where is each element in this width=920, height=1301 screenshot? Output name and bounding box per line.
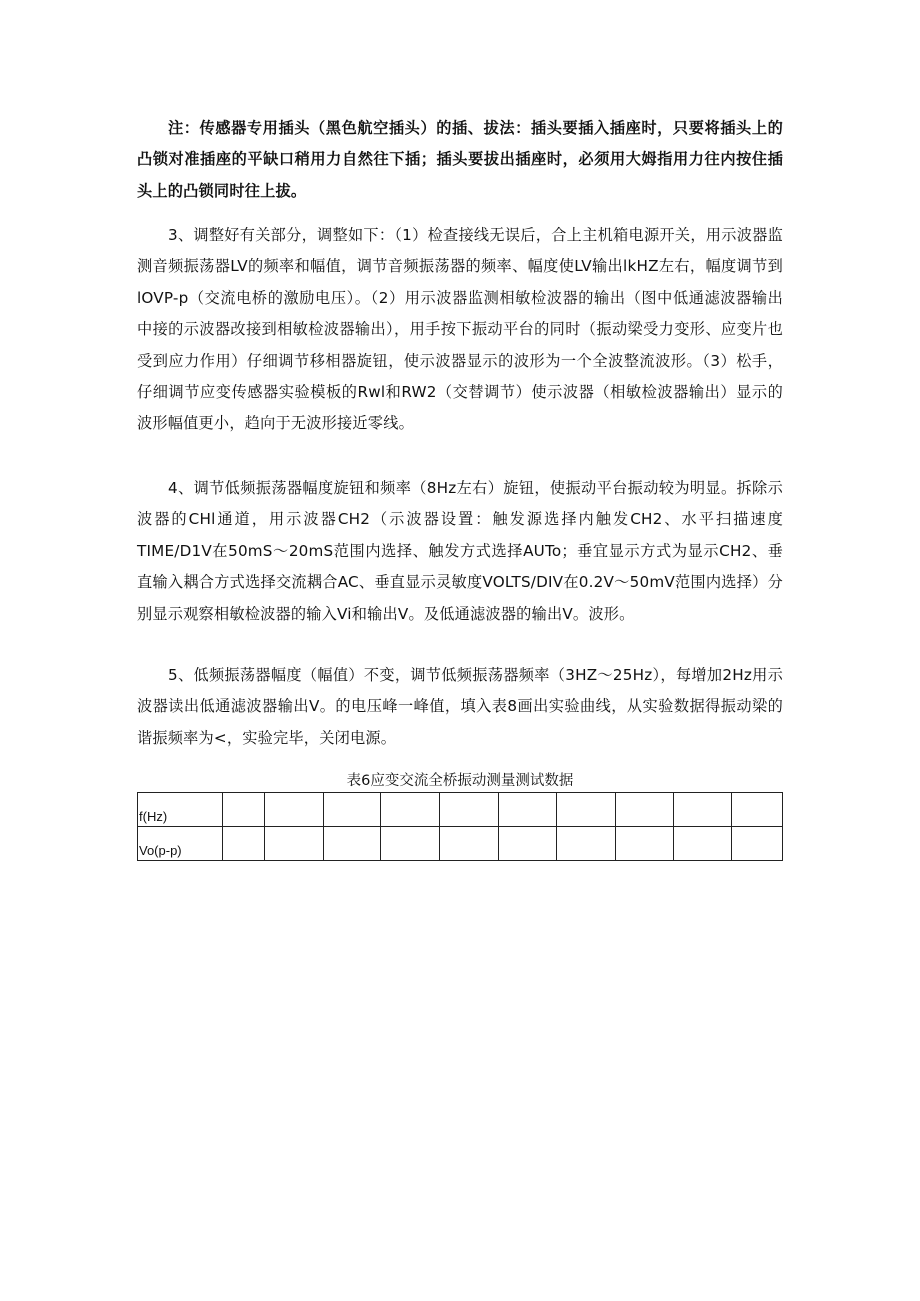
step-4-paragraph: 4、调节低频振荡器幅度旋钮和频率（8Hz左右）旋钮，使振动平台振动较为明显。拆除示波器的CHl通道，用示波器CH2（示波器设置：触发源选择内触发CH2、水平扫描速度TIME/D1V在50mS～20mS范围内选择、触发方式选择AUTo；垂宜显示方式为显示CH2、垂直输入耦合方式选择交流耦合AC、垂直显示灵敏度VOLTS/DIV在0.2V～50mV范围内选择）分别显示观察相敏检波器的输入Vi和输出V。及低通滤波器的输出V。波形。 [137, 479, 783, 623]
table-cell [381, 827, 440, 861]
table-cell [557, 827, 616, 861]
table-cell [732, 793, 783, 827]
table-cell [265, 827, 324, 861]
table-cell [440, 793, 499, 827]
table-cell [499, 793, 557, 827]
table-cell [674, 793, 732, 827]
table-cell [674, 827, 732, 861]
table-cell [499, 827, 557, 861]
data-table [137, 792, 783, 861]
table-cell [616, 793, 674, 827]
table-cell [324, 793, 381, 827]
table-cell [616, 827, 674, 861]
table-cell [265, 793, 324, 827]
table-row [138, 793, 783, 827]
table-cell [324, 827, 381, 861]
note-paragraph: 注：传感器专用插头（黑色航空插头）的插、拔法：插头要插入插座时，只要将插头上的凸锁对准插座的平缺口稍用力自然往下插；插头要拔出插座时，必须用大姆指用力往内按住插头上的凸锁同时往上拔。 [137, 119, 783, 200]
step-5-paragraph: 5、低频振荡器幅度（幅值）不变，调节低频振荡器频率（3HZ～25Hz），每增加2Hz用示波器读出低通滤波器输出V。的电压峰一峰值，填入表8画出实验曲线，从实验数据得振动梁的谐振频率为<，实验完毕，关闭电源。 [137, 666, 783, 747]
table-cell [557, 793, 616, 827]
table-cell [381, 793, 440, 827]
table-caption: 表6应变交流全桥振动测量测试数据 [346, 773, 574, 789]
row-header-frequency: f(Hz) [138, 793, 223, 827]
table-cell [223, 793, 265, 827]
row-header-voltage: Vo(p-p) [138, 827, 223, 861]
table-cell [440, 827, 499, 861]
table-cell [732, 827, 783, 861]
table-row [138, 827, 783, 861]
step-3-paragraph: 3、调整好有关部分，调整如下：（1）检查接线无误后，合上主机箱电源开关，用示波器监测音频振荡器LV的频率和幅值，调节音频振荡器的频率、幅度使LV输出lkHZ左右，幅度调节到lOVP-p（交流电桥的激励电压）。（2）用示波器监测相敏检波器的输出（图中低通滤波器输出中接的示波器改接到相敏检波器输出），用手按下振动平台的同时（振动梁受力变形、应变片也受到应力作用）仔细调节移相器旋钮，使示波器显示的波形为一个全波整流波形。（3）松手，仔细调节应变传感器实验模板的Rwl和RW2（交替调节）使示波器（相敏检波器输出）显示的波形幅值更小，趋向于无波形接近零线。 [137, 226, 783, 433]
table-cell [223, 827, 265, 861]
